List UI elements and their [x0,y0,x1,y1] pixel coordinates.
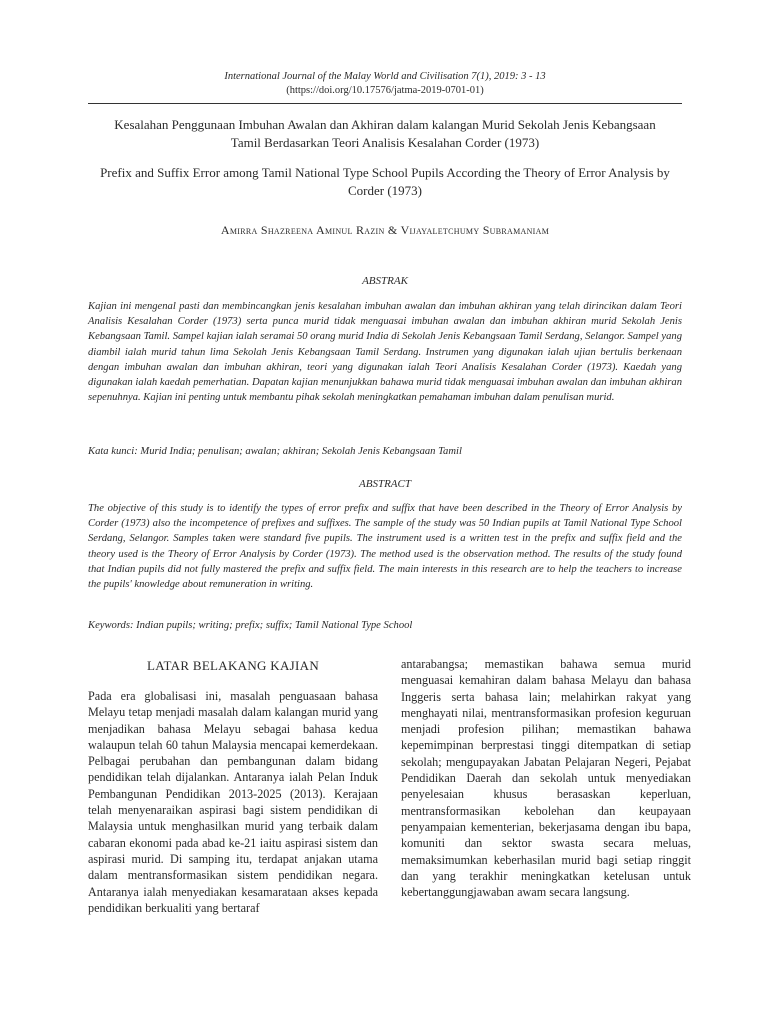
header-divider [88,103,682,104]
abstract-body: The objective of this study is to identify the types of error prefix and suffix that have been described in the Theory of Error Analysis by Corder (1973) also the incompetence of prefixes and suffixes. The sample of the study was 50 Indian pupils at Tamil National Type School Serdang, Selangor. Samples taken were standard five pupils. The instrument used is a written test in the prefix and suffix field and the theory used is the Theory of Error Analysis by Corder (1973). The method used is the observation method. The results of the study found that Indian pupils did not fully mastered the prefix and suffix field. The main interests in this research are to help the teachers to increase the pupils' knowledge about remuneration in writing. [88,503,682,591]
abstrak-body: Kajian ini mengenal pasti dan membincangkan jenis kesalahan imbuhan awalan dan imbuhan akhiran yang telah dirincikan dalam Teori Analisis Kesalahan Corder (1973) serta punca murid tidak menguasai imbuhan awalan dan imbuhan akhiran murid Sekolah Jenis Kebangsaan Tamil. Sampel kajian ialah seramai 50 orang murid India di Sekolah Jenis Kebangsaan Tamil Serdang, Selangor. Sampel yang diambil ialah murid tahun lima Sekolah Jenis Kebangsaan Tamil Serdang. Instrumen yang digunakan ialah ujian bertulis berkenaan dengan imbuhan awalan dan imbuhan akhiran, teori yang digunakan ialah Teori Analisis Kesalahan Corder (1973). Kaedah yang digunakan ialah kaedah pemerhatian. Dapatan kajian menunjukkan bahawa murid tidak menguasai imbuhan awalan dan imbuhan akhiran sepenuhnya. Kajian ini penting untuk membantu pihak sekolah meningkatkan pemahaman imbuhan dalam penulisan murid. [88,301,682,404]
section-heading: LATAR BELAKANG KAJIAN [146,658,320,673]
doi-link[interactable]: (https://doi.org/10.17576/jatma-2019-0701-01) [286,85,484,96]
body-column-left: Pada era globalisasi ini, masalah penguasaan bahasa Melayu tetap menjadi masalah dalam kalangan murid yang menjadikan bahasa Melayu sebagai bahasa kedua walaupun telah 60 tahun Malaysia mencapai kemerdekaan. Pelbagai perubahan dan pembangunan dalam bidang pendidikan telah dijalankan. Antaranya ialah Pelan Induk Pembangunan Pendidikan 2013-2025 (2013). Kerajaan telah menyenaraikan aspirasi bagi sistem pendidikan di Malaysia untuk menghasilkan murid yang terbaik dalam cabaran ekonomi pada abad ke-21 iaitu aspirasi sistem dan aspirasi murid. Di samping itu, terdapat anjakan utama dalam mentransformasikan sistem pendidikan negara. Antaranya ialah menyediakan kesamarataan akses kepada pendidikan berkualiti yang bertaraf [88,689,378,915]
journal-citation: International Journal of the Malay World and Civilisation 7(1), 2019: 3 - 13 [224,71,546,82]
title-malay: Kesalahan Penggunaan Imbuhan Awalan dan Akhiran dalam kalangan Murid Sekolah Jenis Kebangsaan Tamil Berdasarkan Teori Analisis Kesalahan Corder (1973) [114,117,656,150]
journal-header [88,70,682,98]
body-column-right: antarabangsa; memastikan bahawa semua murid menguasai kemahiran dalam bahasa Melayu dan bahasa Inggeris serta bahasa lain; melahirkan rakyat yang menghayati nilai, mentransformasikan profesion keguruan menjadi profesion pilihan; memastikan bahawa kepemimpinan berprestasi tinggi ditempatkan di setiap sekolah; mengupayakan Jabatan Pelajaran Negeri, Pejabat Pendidikan Daerah dan sekolah untuk menyediakan penyelesaian khusus berasaskan keperluan, mentransformasikan kebolehan dan keupayaan penyampaian kementerian, bekerjasama dengan ibu bapa, komuniti dan sektor swasta secara meluas, memaksimumkan keberhasilan murid bagi setiap ringgit dan yang terakhir meningkatkan ketelusan untuk kebertanggungjawaban awam secara langsung. [401,657,691,900]
abstract-heading: ABSTRACT [359,478,411,490]
kata-kunci: Kata kunci: Murid India; penulisan; awalan; akhiran; Sekolah Jenis Kebangsaan Tamil [88,446,462,457]
author-list: Amirra Shazreena Aminul Razin & Vijayaletchumy Subramaniam [220,223,550,237]
title-english: Prefix and Suffix Error among Tamil National Type School Pupils According the Theory of Error Analysis by Corder (1973) [100,165,670,198]
abstrak-heading: ABSTRAK [362,275,408,287]
keywords: Keywords: Indian pupils; writing; prefix; suffix; Tamil National Type School [88,620,413,631]
